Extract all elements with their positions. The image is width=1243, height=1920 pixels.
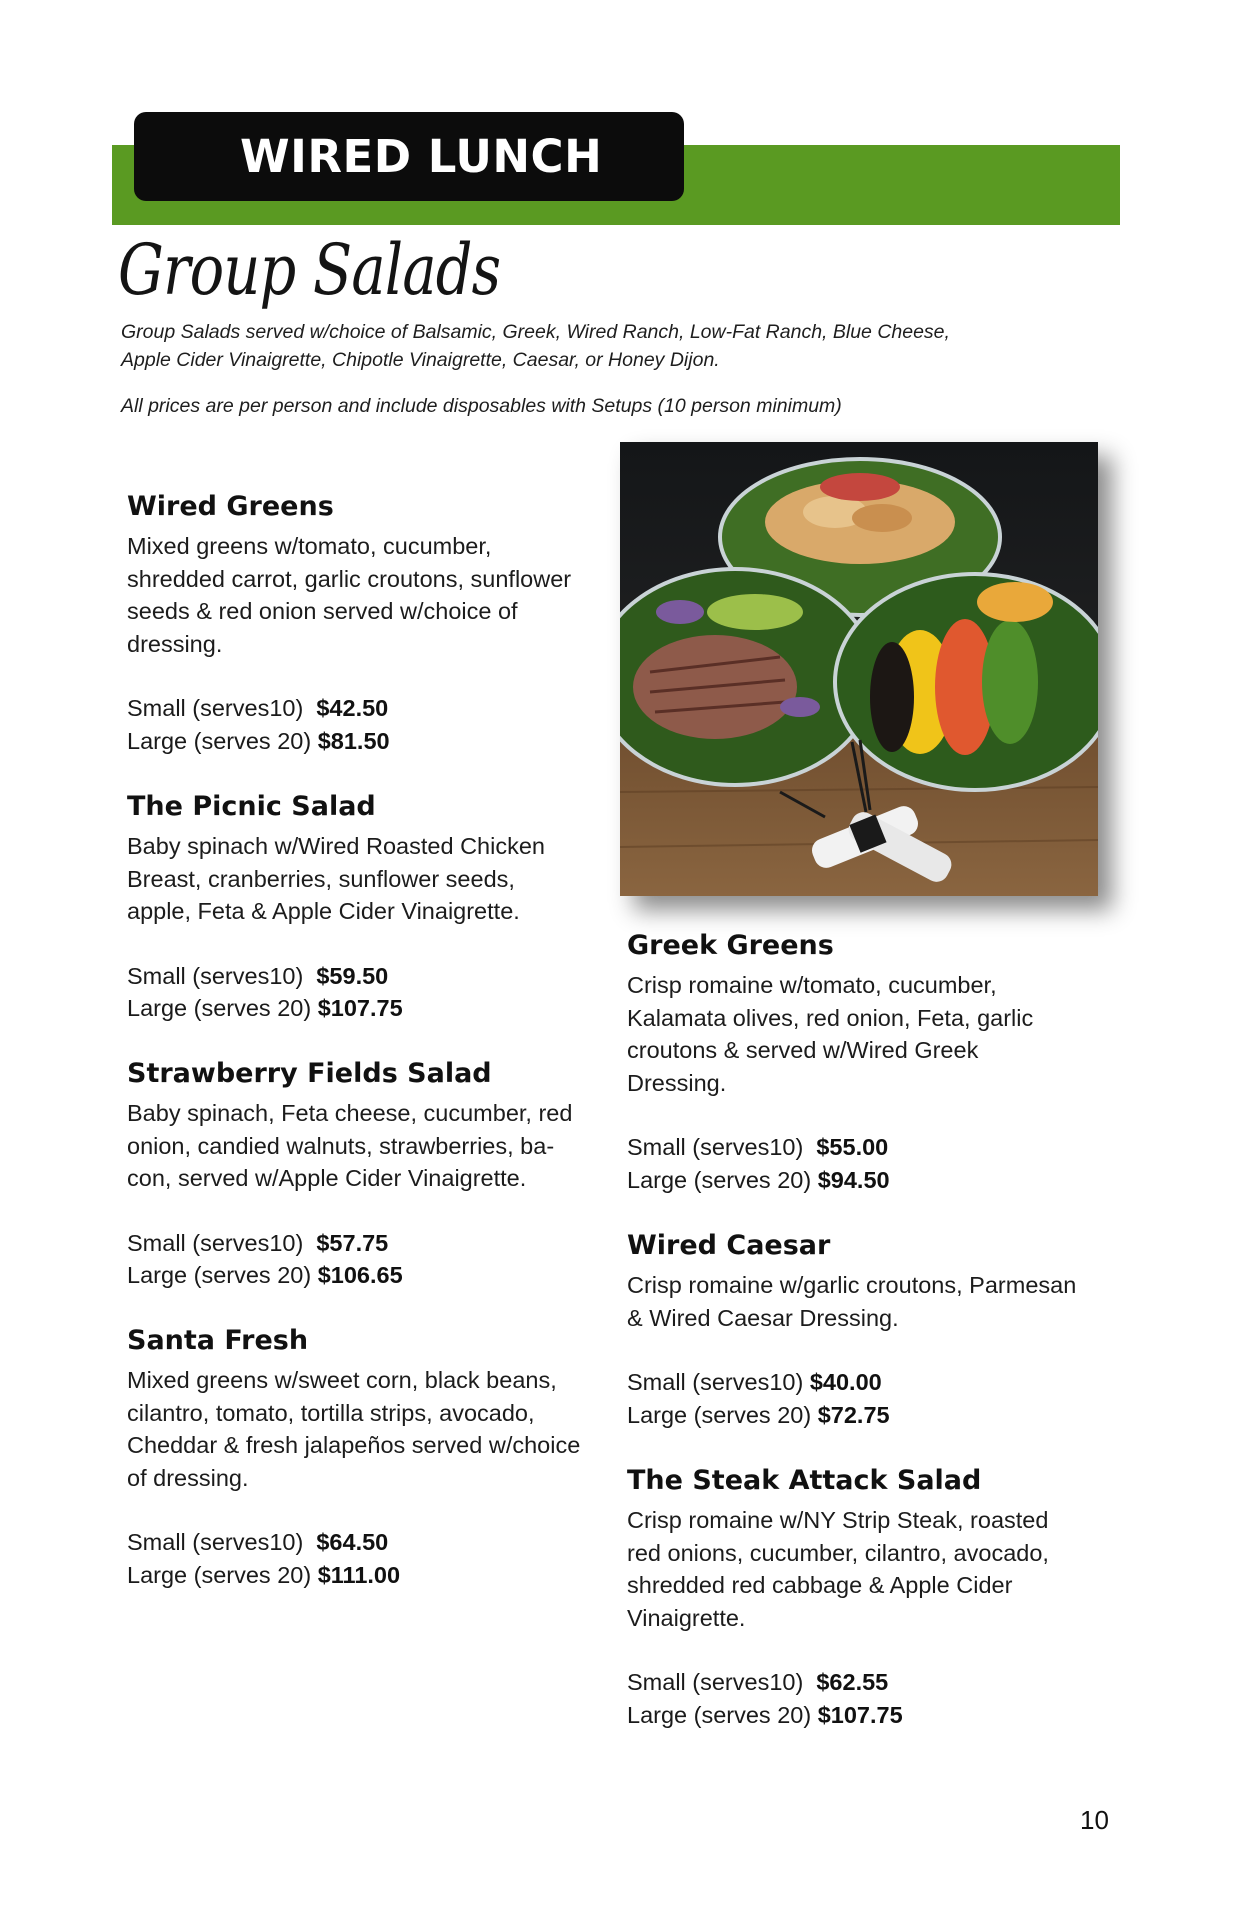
large-price-row [127, 725, 617, 758]
size-label: Large (serves 20) [127, 1262, 312, 1288]
desc-line: apple, Feta & Apple Cider Vinaigrette. [127, 898, 520, 924]
price: $59.50 [316, 962, 389, 989]
item-name: The Steak Attack Salad [627, 1465, 982, 1496]
intro-line: Group Salads served w/choice of Balsamic, Greek, Wired Ranch, Low-Fat Ranch, Blue Cheese, [121, 321, 950, 343]
price: $72.75 [817, 1401, 890, 1428]
large-price-row [127, 1559, 617, 1592]
small-price-row [627, 1366, 1117, 1399]
item-name: Wired Caesar [627, 1230, 831, 1261]
menu-item-wired-greens [127, 490, 617, 757]
item-name: Santa Fresh [127, 1325, 309, 1356]
desc-line: croutons & served w/Wired Greek [627, 1037, 979, 1063]
size-label: Small (serves10) [127, 962, 304, 989]
desc-line: con, served w/Apple Cider Vinaigrette. [127, 1165, 527, 1191]
menu-item-greek-greens [627, 929, 1117, 1196]
menu-item-wired-caesar [627, 1229, 1117, 1431]
size-label: Large (serves 20) [127, 1561, 312, 1588]
desc-line: cilantro, tomato, tortilla strips, avocado, [127, 1399, 535, 1426]
size-label: Small (serves10) [127, 1229, 304, 1256]
price: $81.50 [317, 727, 390, 754]
menu-item-picnic-salad [127, 790, 617, 1025]
size-label: Large (serves 20) [127, 727, 312, 754]
item-description [127, 1097, 617, 1195]
pricing-note: All prices are per person and include disposables with Setups (10 person minimum) [121, 395, 842, 417]
desc-line: Baby spinach, Feta cheese, cucumber, red [127, 1100, 573, 1126]
price: $106.65 [317, 1262, 403, 1288]
page-title: Group Salads [118, 229, 501, 311]
price: $107.75 [817, 1701, 903, 1728]
desc-line: Crisp romaine w/NY Strip Steak, roasted [627, 1507, 1049, 1533]
price: $42.50 [316, 695, 389, 721]
size-label: Large (serves 20) [627, 1701, 812, 1728]
desc-line: Mixed greens w/sweet corn, black beans, [127, 1367, 557, 1393]
price: $64.50 [316, 1529, 389, 1555]
item-description [127, 530, 617, 660]
price: $111.00 [317, 1561, 401, 1588]
desc-line: Mixed greens w/tomato, cucumber, [127, 533, 492, 559]
desc-line: shredded red cabbage & Apple Cider [627, 1572, 1013, 1598]
desc-line: Crisp romaine w/tomato, cucumber, [627, 972, 997, 998]
item-description [127, 1364, 617, 1494]
page-number: 10 [1080, 1805, 1109, 1835]
price: $62.55 [816, 1669, 889, 1695]
menu-item-steak-attack [627, 1464, 1117, 1731]
price: $94.50 [817, 1166, 890, 1193]
large-price-row [127, 992, 617, 1025]
size-label: Large (serves 20) [627, 1401, 812, 1428]
small-price-row [127, 1526, 617, 1559]
item-description [127, 830, 617, 928]
desc-line: Vinaigrette. [627, 1604, 746, 1631]
item-prices [127, 1526, 617, 1591]
large-price-row [627, 1399, 1117, 1432]
item-name: Wired Greens [127, 491, 334, 522]
item-prices [627, 1131, 1117, 1196]
salad-bowls-illustration [620, 442, 1098, 896]
size-label: Small (serves10) [127, 695, 304, 721]
desc-line: seeds & red onion served w/choice of [127, 598, 518, 624]
price: $57.75 [316, 1229, 389, 1256]
size-label: Small (serves10) [127, 1529, 304, 1555]
price: $40.00 [809, 1369, 882, 1395]
size-label: Large (serves 20) [627, 1166, 812, 1193]
desc-line: Breast, cranberries, sunflower seeds, [127, 865, 515, 892]
item-name: Greek Greens [627, 930, 834, 961]
item-prices [127, 960, 617, 1025]
desc-line: red onions, cucumber, cilantro, avocado, [627, 1539, 1049, 1566]
desc-line: Crisp romaine w/garlic croutons, Parmesan [627, 1272, 1077, 1298]
item-prices [627, 1366, 1117, 1431]
item-description [627, 969, 1117, 1099]
dressing-choices [121, 318, 1081, 374]
desc-line: onion, candied walnuts, strawberries, ba- [127, 1132, 555, 1159]
desc-line: shredded carrot, garlic croutons, sunflower [127, 565, 572, 592]
desc-line: Dressing. [627, 1069, 727, 1096]
size-label: Small (serves10) [627, 1134, 804, 1160]
desc-line: Baby spinach w/Wired Roasted Chicken [127, 833, 545, 859]
desc-line: of dressing. [127, 1464, 249, 1491]
menu-item-strawberry-fields [127, 1057, 617, 1292]
item-prices [127, 692, 617, 757]
size-label: Large (serves 20) [127, 995, 312, 1021]
large-price-row [627, 1699, 1117, 1732]
size-label: Small (serves10) [627, 1669, 804, 1695]
item-description [627, 1269, 1117, 1334]
desc-line: & Wired Caesar Dressing. [627, 1304, 899, 1331]
price: $107.75 [317, 995, 403, 1021]
large-price-row [127, 1259, 617, 1292]
item-name: Strawberry Fields Salad [127, 1058, 492, 1089]
section-tab [134, 112, 684, 201]
large-price-row [627, 1164, 1117, 1197]
item-prices [127, 1227, 617, 1292]
item-prices [627, 1666, 1117, 1731]
price: $55.00 [816, 1134, 889, 1160]
salad-bowls-photo [620, 442, 1098, 896]
intro-line: Apple Cider Vinaigrette, Chipotle Vinaigrette, Caesar, or Honey Dijon. [121, 349, 720, 371]
menu-item-santa-fresh [127, 1324, 617, 1591]
desc-line: Cheddar & fresh jalapeños served w/choice [127, 1432, 581, 1458]
section-tab-label: WIRED LUNCH [240, 130, 603, 183]
small-price-row [627, 1666, 1117, 1699]
size-label: Small (serves10) [627, 1369, 804, 1395]
small-price-row [127, 1227, 617, 1260]
item-name: The Picnic Salad [127, 791, 376, 822]
desc-line: Kalamata olives, red onion, Feta, garlic [627, 1004, 1034, 1031]
small-price-row [627, 1131, 1117, 1164]
small-price-row [127, 692, 617, 725]
small-price-row [127, 960, 617, 993]
item-description [627, 1504, 1117, 1634]
desc-line: dressing. [127, 630, 223, 657]
